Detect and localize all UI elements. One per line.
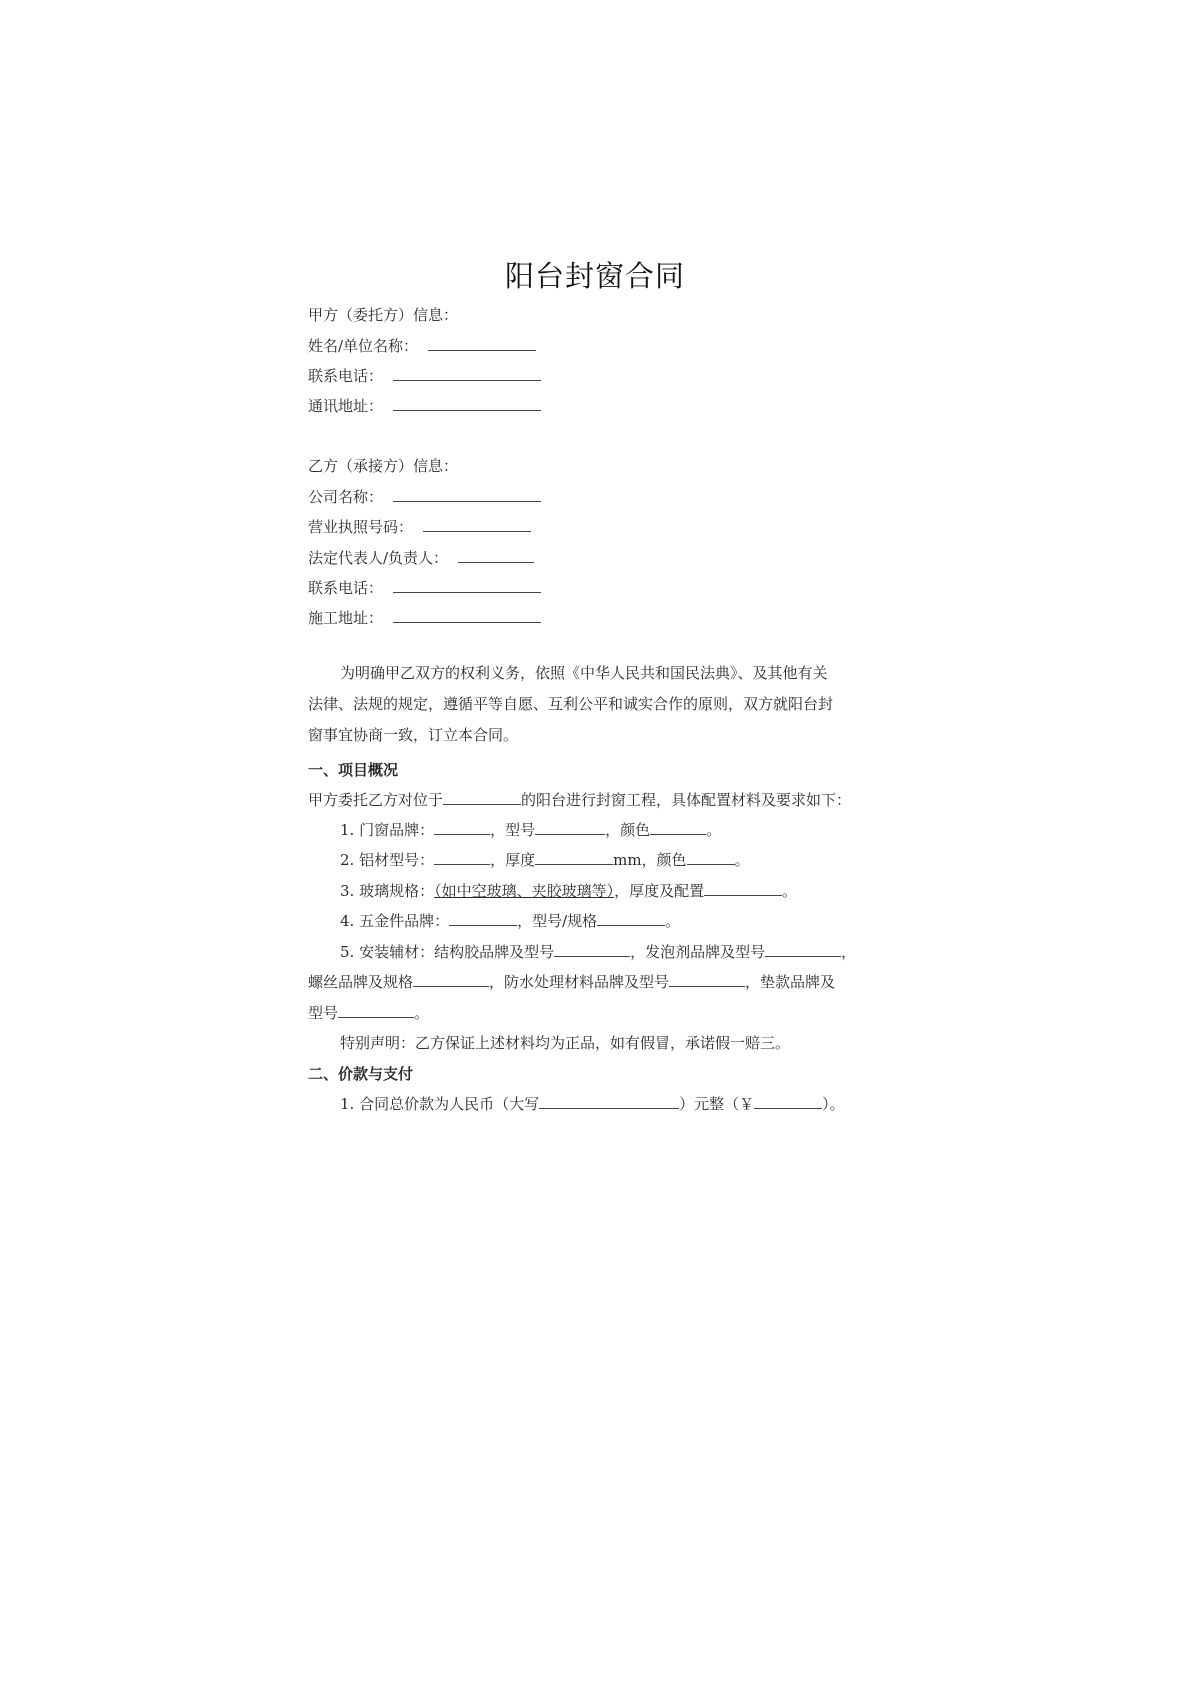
window-color-field[interactable] — [650, 820, 706, 835]
party-b-phone-row: 联系电话： — [308, 578, 541, 598]
hardware-brand-field[interactable] — [449, 911, 517, 926]
party-b-company-row: 公司名称： — [308, 487, 541, 507]
item-total-price: 1. 合同总价款为人民币（大写 ）元整（￥ ）。 — [340, 1095, 845, 1113]
aluminum-thickness-field[interactable] — [535, 850, 613, 865]
foam-agent-field[interactable] — [765, 942, 841, 957]
aluminum-color-field[interactable] — [687, 850, 735, 865]
party-a-address-row: 通讯地址： — [308, 396, 541, 416]
party-b-rep-field[interactable] — [458, 548, 534, 563]
preamble-line-2: 法律、法规的规定，遵循平等自愿、互利公平和诚实合作的原则，双方就阳台封 — [308, 695, 834, 713]
item-5-accessories-line-2: 螺丝品牌及规格 ，防水处理材料品牌及型号 ，垫款品牌及 — [308, 973, 836, 991]
waterproof-material-field[interactable] — [669, 972, 745, 987]
preamble-line-1: 为明确甲乙双方的权利义务，依照《中华人民共和国民法典》、及其他有关 — [340, 664, 828, 682]
section-2-heading: 二、价款与支付 — [308, 1065, 414, 1083]
window-model-field[interactable] — [535, 820, 605, 835]
party-b-phone-field[interactable] — [393, 578, 541, 593]
structural-glue-field[interactable] — [554, 942, 630, 957]
party-b-site-field[interactable] — [393, 608, 541, 623]
item-4-hardware: 4. 五金件品牌： ，型号/规格 。 — [340, 912, 681, 930]
screw-spec-field[interactable] — [413, 972, 489, 987]
section-1-intro: 甲方委托乙方对位于 的阳台进行封窗工程，具体配置材料及要求如下： — [308, 791, 852, 809]
window-brand-field[interactable] — [434, 820, 490, 835]
party-a-phone-row: 联系电话： — [308, 366, 541, 386]
party-b-license-row: 营业执照号码： — [308, 517, 531, 537]
price-in-words-field[interactable] — [539, 1094, 679, 1109]
price-in-figures-field[interactable] — [754, 1094, 822, 1109]
party-b-license-field[interactable] — [423, 517, 531, 532]
special-notice: 特别声明：乙方保证上述材料均为正品，如有假冒，承诺假一赔三。 — [340, 1034, 791, 1052]
party-b-site-row: 施工地址： — [308, 608, 541, 628]
party-a-name-row: 姓名/单位名称： — [308, 336, 536, 356]
hardware-spec-field[interactable] — [597, 911, 665, 926]
section-1-heading: 一、项目概况 — [308, 761, 399, 779]
party-a-heading: 甲方（委托方）信息： — [308, 306, 459, 324]
party-b-heading: 乙方（承接方）信息： — [308, 457, 459, 475]
preamble-line-3: 窗事宜协商一致，订立本合同。 — [308, 726, 519, 744]
party-b-rep-row: 法定代表人/负责人： — [308, 548, 534, 568]
glass-config-field[interactable] — [704, 881, 782, 896]
location-field[interactable] — [443, 790, 521, 805]
item-5-accessories-line-3: 型号 。 — [308, 1004, 430, 1022]
item-2-aluminum: 2. 铝材型号： ，厚度 mm，颜色 。 — [340, 851, 750, 869]
item-1-window-brand: 1. 门窗品牌： ，型号 ，颜色 。 — [340, 821, 722, 839]
item-5-accessories: 5. 安装辅材：结构胶品牌及型号 ，发泡剂品牌及型号 ， — [340, 943, 857, 961]
aluminum-model-field[interactable] — [434, 850, 490, 865]
party-a-address-field[interactable] — [393, 396, 541, 411]
party-a-phone-field[interactable] — [393, 366, 541, 381]
party-b-company-field[interactable] — [393, 487, 541, 502]
document-title: 阳台封窗合同 — [504, 259, 685, 293]
item-3-glass: 3. 玻璃规格：（如中空玻璃、夹胶玻璃等），厚度及配置 。 — [340, 882, 798, 900]
party-a-name-field[interactable] — [428, 336, 536, 351]
pad-model-field[interactable] — [338, 1003, 414, 1018]
